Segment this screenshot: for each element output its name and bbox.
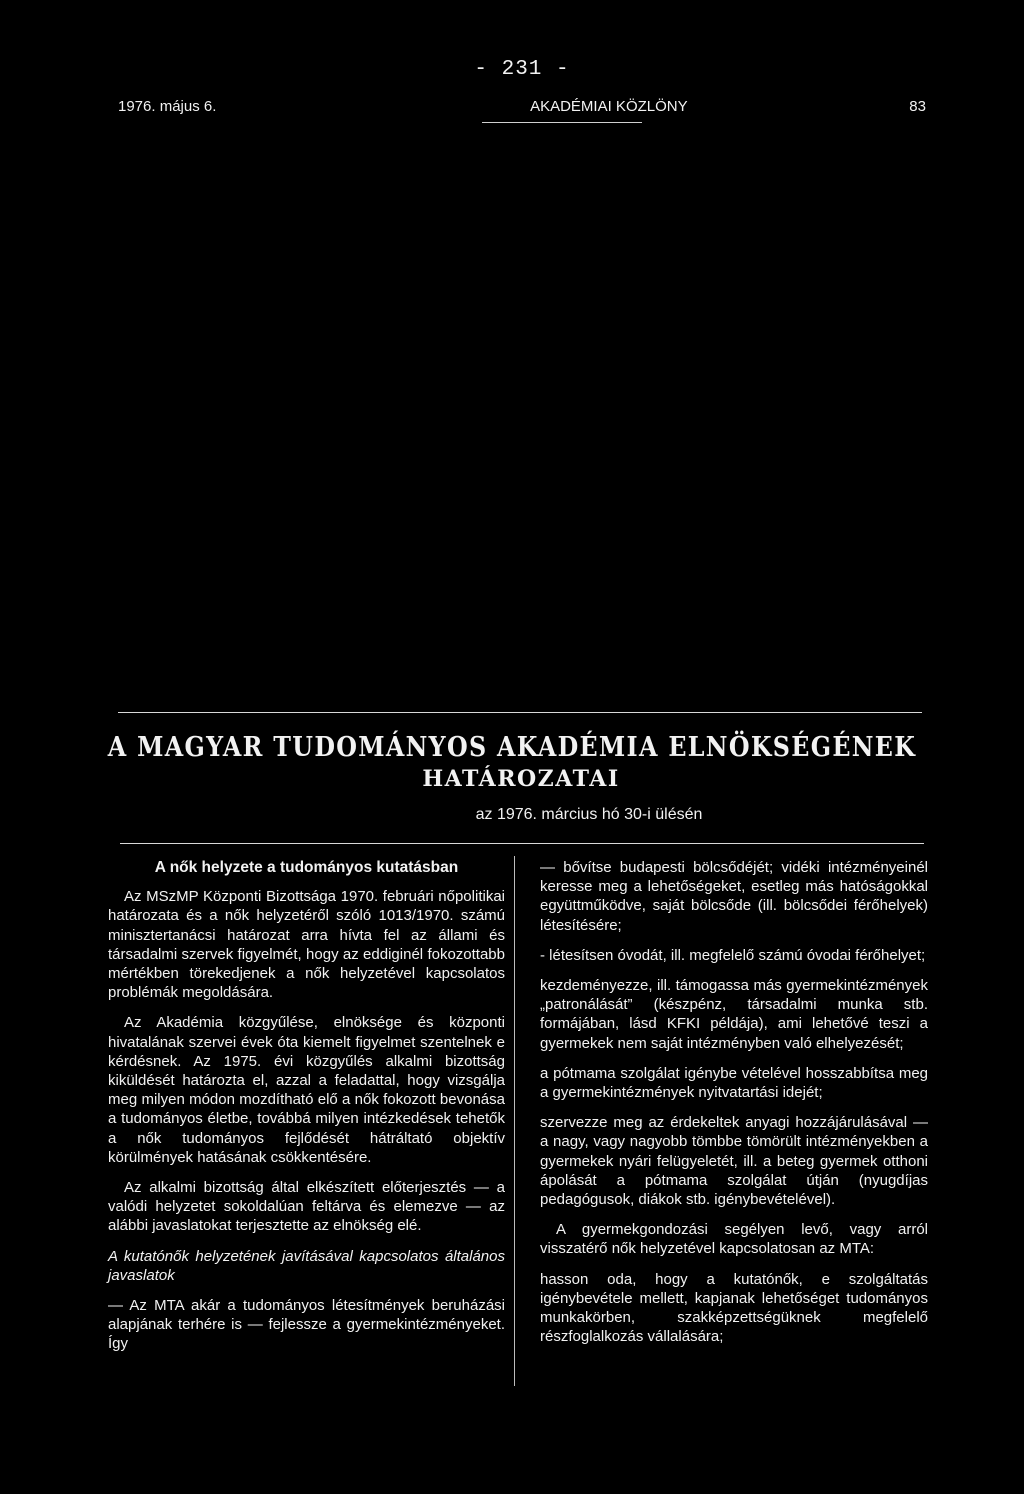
paragraph: Az MSzMP Központi Bizottsága 1970. februári nőpolitikai határozata és a nők helyzetéről szóló 1013/1970. számú minisztertanácsi határozat arra hívta fel az állami és társadalmi szervek figyelmét, hogy az eddiginél fokozottabb mértékben törekedjenek a nők helyzetével kapcsolatos problémák megoldására. xyxy=(108,888,505,1002)
title-bottom-rule xyxy=(120,843,924,844)
section-heading: A nők helyzete a tudományos kutatásban xyxy=(154,859,459,876)
list-item: a pótmama szolgálat igénybe vételével hosszabbítsa meg a gyermekintézmények nyitvatartási idejét; xyxy=(540,1064,928,1102)
running-header xyxy=(118,98,926,115)
paragraph: Az alkalmi bizottság által elkészített előterjesztés — a valódi helyzetet sokoldalúan feltárva és elemezve — az alábbi javaslatokat terjesztette az elnökség elé. xyxy=(108,1179,505,1235)
paragraph: — Az MTA akár a tudományos létesítmények beruházási alapjának terhére is — fejlessze a gyermekintézményeket. Így xyxy=(108,1297,505,1353)
list-item: szervezze meg az érdekeltek anyagi hozzájárulásával — a nagy, vagy nagyobb tömbbe tömörült intézményekben a gyermekek nyári felügyeletét, ill. a beteg gyermek otthoni ápolását a pótmama szolgálat útján (nyugdíjas pedagógusok, diákok stb. igénybevételével). xyxy=(540,1114,928,1209)
sub-title: HATÁROZATAI xyxy=(422,766,620,792)
column-divider xyxy=(514,856,515,1386)
right-column xyxy=(540,858,928,1357)
list-item: hasson oda, hogy a kutatónők, e szolgáltatás igénybevétele mellett, kapjanak lehetőséget tudományos munkakörben, szakképzettségüknek megfelelő részfoglalkozás vállalására; xyxy=(540,1270,928,1346)
italic-subheading: A kutatónők helyzetének javításával kapcsolatos általános javaslatok xyxy=(108,1247,505,1284)
title-top-rule xyxy=(118,712,922,713)
meeting-date: az 1976. március hó 30-i ülésén xyxy=(475,806,703,823)
main-title: A MAGYAR TUDOMÁNYOS AKADÉMIA ELNÖKSÉGÉNEK xyxy=(107,732,917,763)
header-journal: AKADÉMIAI KÖZLÖNY xyxy=(530,98,688,115)
header-issue-page: 83 xyxy=(909,98,926,115)
list-item: - létesítsen óvodát, ill. megfelelő számú óvodai férőhelyet; xyxy=(540,946,926,964)
header-date: 1976. május 6. xyxy=(118,98,217,115)
left-column xyxy=(108,858,505,1365)
paragraph: Az Akadémia közgyűlése, elnöksége és központi hivatalának szervei évek óta kiemelt figyelmet szentelnek e kérdésnek. Az 1975. évi közgyűlés alkalmi bizottság kiküldését határozta el, azzal a feladattal, hogy vizsgálja meg milyen módon mozdítható elő a nők fokozott bevonása a tudományos életbe, továbbá milyen intézkedések tehetők a nők tudományos fejlődését hátráltató objektív körülmények hatásának csökkentésére. xyxy=(108,1014,505,1166)
paragraph: A gyermekgondozási segélyen levő, vagy arról visszatérő nők helyzetével kapcsolatosan az MTA: xyxy=(540,1221,928,1258)
list-item: kezdeményezze, ill. támogassa más gyermekintézmények „patronálását” (készpénz, társadalmi munka stb. formájában, lásd KFKI példája), ami lehetővé teszi a gyermekek nem saját intézményben való elhelyezését; xyxy=(540,977,928,1052)
list-item: — bővítse budapesti bölcsődéjét; vidéki intézményeinél keresse meg a lehetőségeket, esetleg más hatóságokkal együttműködve, saját bölcsőde (ill. bölcsődei férőhelyek) létesítésére; xyxy=(540,859,928,934)
page-number: - 231 - xyxy=(474,58,570,81)
header-rule xyxy=(482,122,642,123)
